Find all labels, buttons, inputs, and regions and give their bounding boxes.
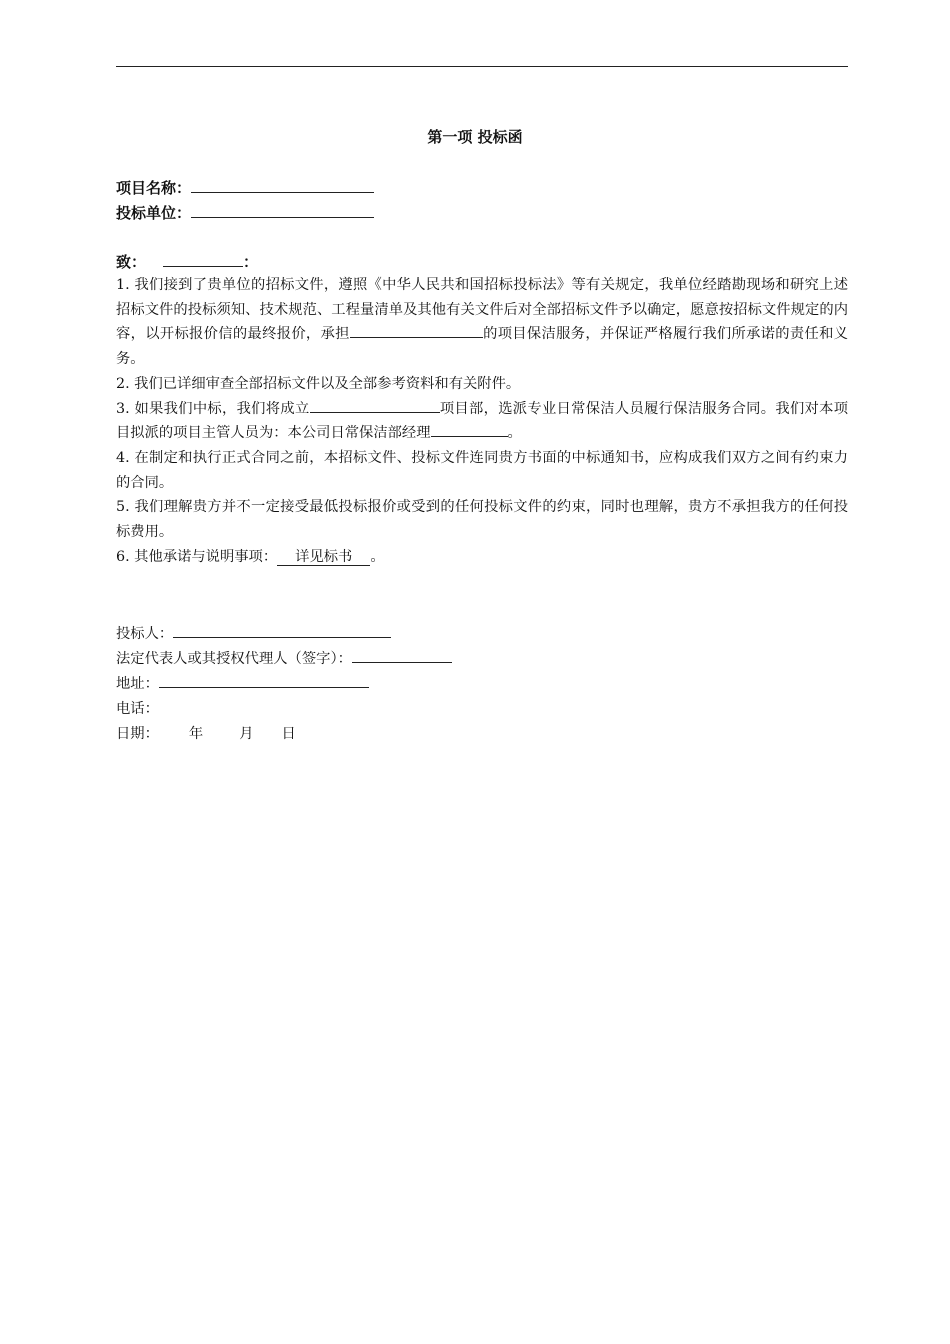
date-day: 日 [281, 726, 296, 742]
rep-line [116, 647, 452, 672]
item-6 [116, 545, 848, 570]
date-year: 年 [188, 726, 204, 742]
date-label: 日期： [116, 726, 159, 742]
rep-label: 法定代表人或其授权代理人（签字）： [116, 651, 352, 667]
bidder-line [116, 622, 391, 647]
rep-signature-blank[interactable] [352, 647, 452, 663]
page-title: 第一项 投标函 [427, 128, 523, 146]
bidder-unit-blank[interactable] [191, 202, 374, 218]
phone-label: 电话： [116, 701, 159, 717]
item-2: 2. 我们已详细审查全部招标文件以及全部参考资料和有关附件。 [116, 375, 521, 392]
phone-line [116, 697, 159, 722]
item-3-text-mid: 项目部，选派专业日常保洁人员履行保洁服务合同。我们对本项目拟派的项目主管人员为：本公司日常保洁部经理 [116, 400, 849, 442]
bidder-unit-line [116, 202, 374, 223]
item-6-text-end: 。 [370, 548, 385, 565]
item-6-value[interactable]: 详见标书 [277, 549, 370, 566]
item-3-text: 3. 如果我们中标，我们将成立 [116, 400, 310, 417]
date-line [116, 722, 296, 747]
item-6-text: 6. 其他承诺与说明事项： [116, 548, 278, 565]
item-3-blank-2[interactable] [431, 421, 508, 437]
item-1-text: 1. 我们接到了贵单位的招标文件，遵照《中华人民共和国招标投标法》等有关规定，我单位经踏勘现场和研究上述招标文件的投标须知、技术规范、工程量清单及其他有关文件后对全部招标文件予以确定，愿意按招标文件规定的内容，以开标报价信的最终报价，承担 [116, 277, 848, 343]
item-3-blank-1[interactable] [310, 397, 440, 413]
project-name-label: 项目名称： [116, 179, 192, 197]
project-name-line [116, 177, 374, 198]
date-month: 月 [239, 726, 254, 742]
addressee-line [116, 251, 258, 272]
item-3 [116, 397, 848, 446]
item-1-blank[interactable] [350, 322, 483, 338]
addressee-label: 致： [116, 253, 147, 271]
bidder-blank[interactable] [173, 622, 391, 638]
address-line [116, 672, 369, 697]
item-1 [116, 273, 848, 372]
header-rule [116, 66, 848, 67]
item-4: 4. 在制定和执行正式合同之前，本招标文件、投标文件连同贵方书面的中标通知书，应构成我们双方之间有约束力的合同。 [116, 449, 848, 491]
item-1-text-end: 的项目保洁服务，并保证严格履行我们所承诺的责任和义务。 [116, 326, 849, 368]
addressee-blank[interactable] [163, 251, 243, 267]
addressee-colon: ： [243, 253, 259, 271]
address-label: 地址： [116, 676, 159, 692]
item-3-text-end: 。 [507, 425, 522, 442]
item-5: 5. 我们理解贵方并不一定接受最低投标报价或受到的任何投标文件的约束，同时也理解，贵方不承担我方的任何投标费用。 [116, 499, 848, 541]
project-name-blank[interactable] [191, 177, 374, 193]
bidder-label: 投标人： [116, 626, 174, 642]
letter-body [116, 273, 848, 569]
address-blank[interactable] [159, 672, 369, 688]
bidder-unit-label: 投标单位： [116, 204, 192, 222]
